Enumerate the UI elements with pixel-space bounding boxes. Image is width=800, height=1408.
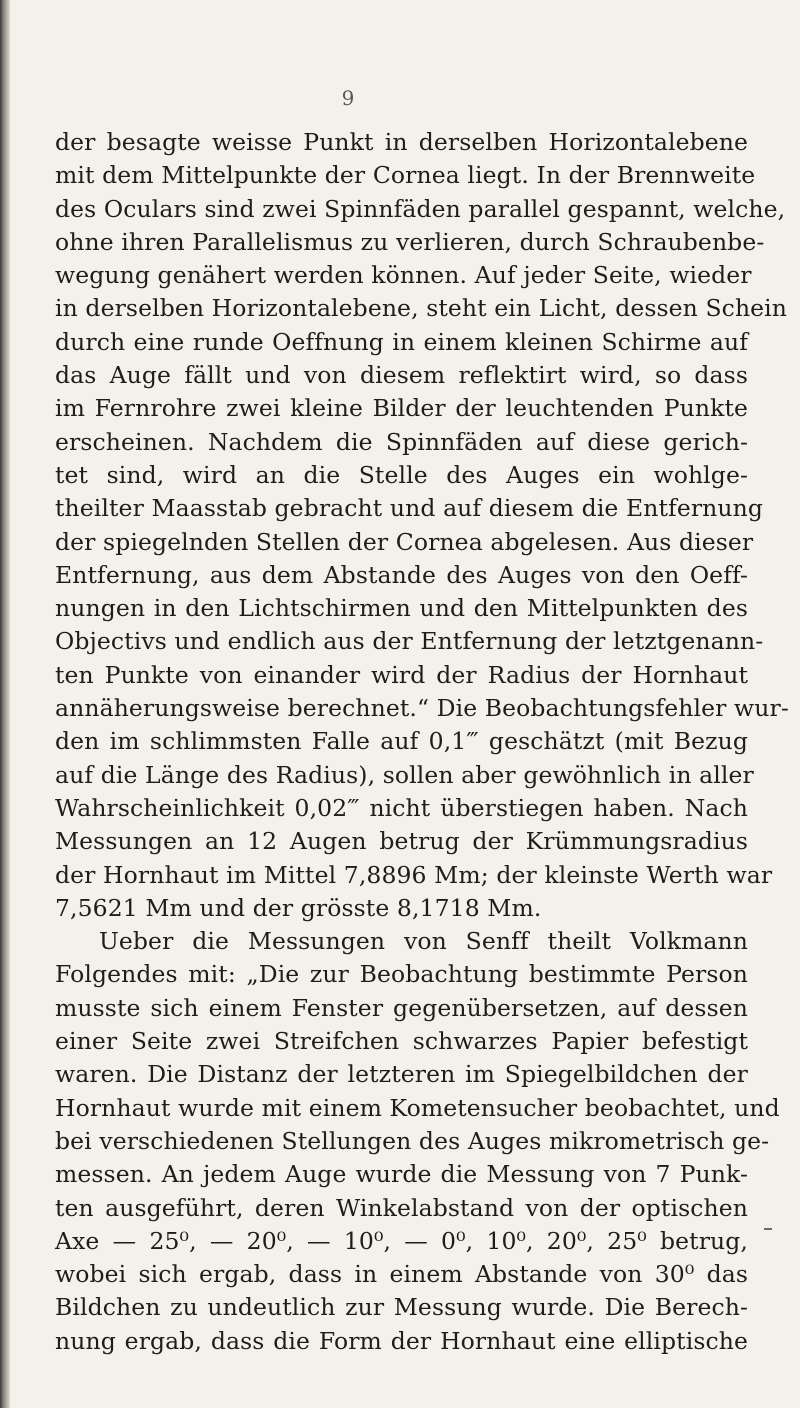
text-line: das Auge fällt und von diesem reflektirt wird, so dass: [55, 361, 748, 390]
text-line: Ueber die Messungen von Senff theilt Volkmann: [99, 927, 748, 956]
text-line: ten Punkte von einander wird der Radius der Hornhaut: [55, 660, 748, 689]
text-line: waren. Die Distanz der letzteren im Spiegelbildchen der: [55, 1060, 748, 1089]
text-line: bei verschiedenen Stellungen des Auges mikrometrisch ge-: [55, 1126, 770, 1155]
text-line: mit dem Mittelpunkte der Cornea liegt. In der Brennweite: [55, 161, 756, 190]
text-line: theilter Maasstab gebracht und auf diesem die Entfernung: [55, 494, 764, 523]
text-line: im Fernrohre zwei kleine Bilder der leuchtenden Punkte: [55, 394, 748, 423]
text-line: in derselben Horizontalebene, steht ein Licht, dessen Schein: [55, 294, 788, 323]
text-line: ten ausgeführt, deren Winkelabstand von der optischen: [55, 1193, 748, 1222]
text-line: der besagte weisse Punkt in derselben Horizontalebene: [55, 128, 748, 156]
text-line: tet sind, wird an die Stelle des Auges ein wohlge-: [55, 460, 748, 489]
text-line: Bildchen zu undeutlich zur Messung wurde. Die Berech-: [55, 1293, 748, 1322]
text-line: Messungen an 12 Augen betrug der Krümmungsradius: [55, 827, 748, 856]
text-line: messen. An jedem Auge wurde die Messung von 7 Punk-: [55, 1160, 748, 1189]
text-line: 7,5621 Mm und der grösste 8,1718 Mm.: [55, 893, 542, 922]
text-line: ohne ihren Parallelismus zu verlieren, durch Schraubenbe-: [55, 227, 765, 256]
text-line: Wahrscheinlichkeit 0,02‴ nicht überstiegen haben. Nach: [55, 793, 748, 822]
text-line: Hornhaut wurde mit einem Kometensucher beobachtet, und: [55, 1093, 780, 1122]
text-line: Entfernung, aus dem Abstande des Auges von den Oeff-: [55, 560, 748, 589]
text-line: Axe — 25⁰, — 20⁰, — 10⁰, — 0⁰, 10⁰, 20⁰, 25⁰ betrug,: [55, 1226, 748, 1255]
text-line: Folgendes mit: „Die zur Beobachtung bestimmte Person: [55, 960, 748, 989]
text-line: nung ergab, dass die Form der Hornhaut eine elliptische: [55, 1326, 748, 1355]
page-binding-edge: [0, 0, 10, 1408]
text-line: durch eine runde Oeffnung in einem kleinen Schirme auf: [55, 327, 748, 356]
text-line: musste sich einem Fenster gegenübersetzen, auf dessen: [55, 993, 748, 1022]
text-line: des Oculars sind zwei Spinnfäden parallel gespannt, welche,: [55, 194, 786, 223]
page-number: 9: [341, 86, 355, 110]
text-line: wobei sich ergab, dass in einem Abstande von 30⁰ das: [55, 1260, 748, 1289]
text-line: den im schlimmsten Falle auf 0,1‴ geschätzt (mit Bezug: [55, 727, 748, 756]
text-line: Objectivs und endlich aus der Entfernung der letztgenann-: [55, 627, 764, 656]
text-line: auf die Länge des Radius), sollen aber gewöhnlich in aller: [55, 760, 754, 789]
text-line: annäherungsweise berechnet.“ Die Beobachtungsfehler wur-: [55, 694, 789, 723]
margin-mark: [764, 1228, 772, 1230]
text-line: wegung genähert werden können. Auf jeder Seite, wieder: [55, 261, 752, 290]
text-line: nungen in den Lichtschirmen und den Mittelpunkten des: [55, 594, 748, 623]
text-line: der spiegelnden Stellen der Cornea abgelesen. Aus dieser: [55, 527, 754, 556]
body-text: [55, 126, 789, 1358]
text-line: einer Seite zwei Streifchen schwarzes Papier befestigt: [55, 1027, 748, 1056]
text-line: erscheinen. Nachdem die Spinnfäden auf diese gerich-: [55, 427, 748, 456]
text-line: der Hornhaut im Mittel 7,8896 Mm; der kleinste Werth war: [55, 860, 773, 889]
